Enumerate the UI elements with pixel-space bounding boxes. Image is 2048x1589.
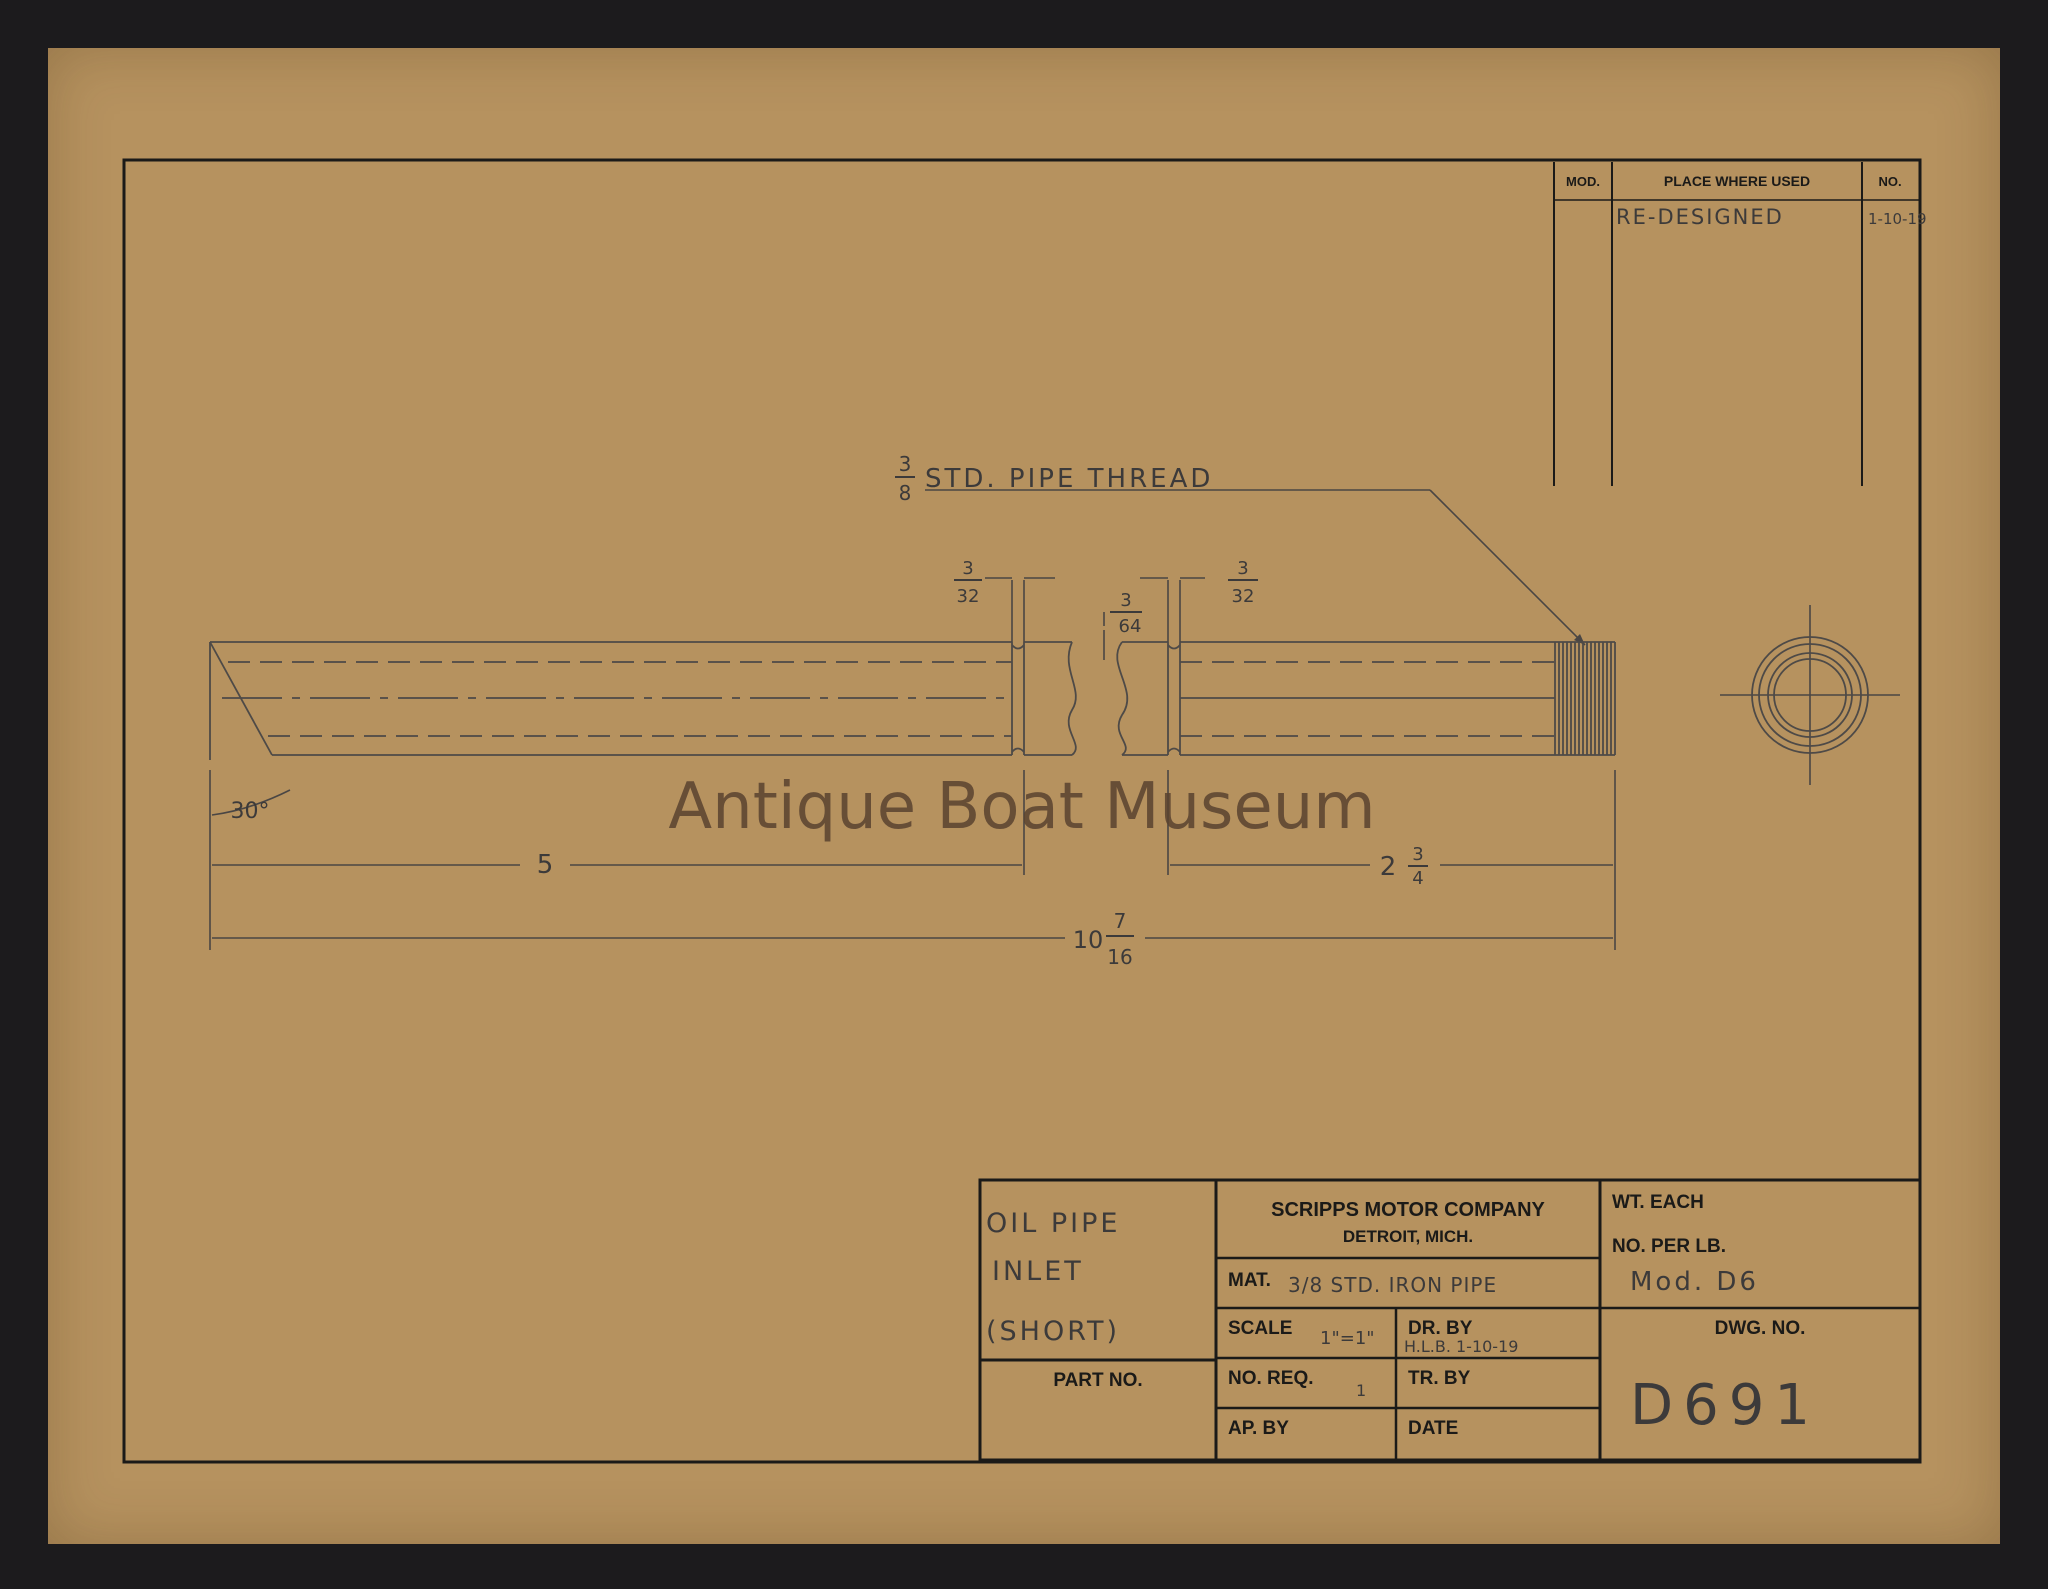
scale-value: 1"=1" — [1320, 1328, 1375, 1349]
no-req-label: NO. REQ. — [1228, 1368, 1314, 1389]
title-block — [980, 1180, 1920, 1460]
mat-value: 3/8 STD. IRON PIPE — [1288, 1273, 1498, 1297]
part-name-line-1: OIL PIPE — [986, 1208, 1121, 1239]
no-req-value: 1 — [1356, 1381, 1367, 1400]
overall-length-whole: 10 — [1072, 926, 1104, 954]
left-length-label: 5 — [536, 850, 554, 880]
right-length-num: 3 — [1412, 844, 1424, 865]
rev-entry-place: RE-DESIGNED — [1616, 205, 1784, 229]
dr-by-value: H.L.B. 1-10-19 — [1404, 1337, 1519, 1356]
scale-label: SCALE — [1228, 1318, 1293, 1339]
angle-dimension — [212, 790, 290, 824]
right-length-den: 4 — [1412, 868, 1424, 889]
overall-length-den: 16 — [1107, 945, 1133, 969]
groove-depth-num: 3 — [1120, 590, 1132, 611]
rev-header-mod: MOD. — [1566, 174, 1600, 189]
overall-length-num: 7 — [1113, 909, 1127, 933]
watermark-text: Antique Boat Museum — [668, 770, 1376, 844]
groove-depth-den: 64 — [1118, 616, 1142, 637]
dwg-no-label: DWG. NO. — [1714, 1318, 1806, 1339]
company-city: DETROIT, MICH. — [1342, 1227, 1474, 1246]
pipe-end-view — [1720, 605, 1900, 785]
company-name: SCRIPPS MOTOR COMPANY — [1271, 1199, 1545, 1221]
rev-header-no: NO. — [1878, 174, 1902, 189]
right-length-whole: 2 — [1379, 852, 1397, 882]
callout-fraction-den: 8 — [898, 481, 912, 505]
revision-block — [1554, 162, 1927, 486]
date-label: DATE — [1408, 1418, 1459, 1439]
angle-label: 30° — [230, 799, 270, 824]
dwg-no-value: D691 — [1630, 1373, 1821, 1438]
no-per-lb-label: NO. PER LB. — [1612, 1236, 1727, 1257]
ap-by-label: AP. BY — [1228, 1418, 1289, 1439]
rev-header-place: PLACE WHERE USED — [1663, 173, 1811, 189]
groove-dimensions — [954, 558, 1258, 660]
wt-each-label: WT. EACH — [1612, 1192, 1704, 1213]
tr-by-label: TR. BY — [1408, 1368, 1471, 1389]
rev-entry-no: 1-10-19 — [1868, 210, 1927, 228]
part-name-line-3: (SHORT) — [986, 1316, 1121, 1347]
groove-left-num: 3 — [962, 558, 974, 579]
pipe-side-view — [210, 642, 1615, 760]
groove-right-den: 32 — [1231, 586, 1255, 607]
mat-label: MAT. — [1228, 1270, 1271, 1291]
thread-callout — [895, 452, 1585, 645]
callout-fraction-num: 3 — [898, 452, 912, 476]
dr-by-label: DR. BY — [1408, 1318, 1473, 1339]
part-no-label: PART NO. — [1053, 1370, 1143, 1391]
part-name-line-2: INLET — [992, 1256, 1084, 1287]
groove-left-den: 32 — [956, 586, 980, 607]
groove-right-num: 3 — [1237, 558, 1249, 579]
model-value: Mod. D6 — [1630, 1267, 1759, 1297]
pipe-threads — [1555, 642, 1615, 755]
callout-text: STD. PIPE THREAD — [925, 464, 1214, 494]
